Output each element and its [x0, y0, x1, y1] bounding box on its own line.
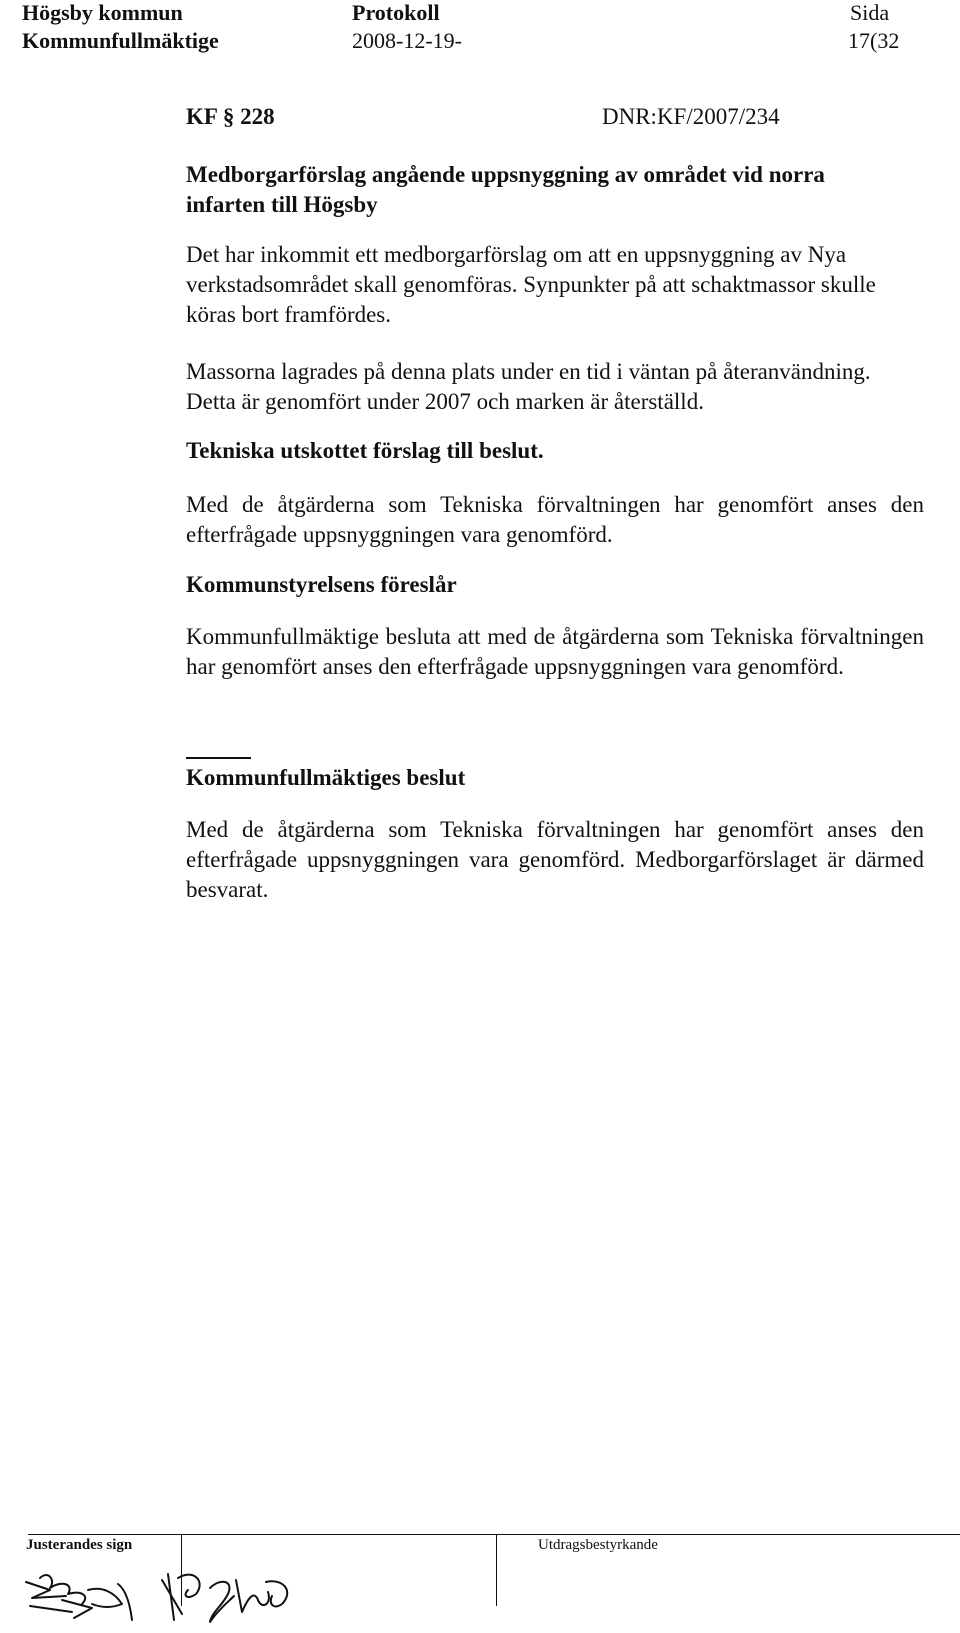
paragraph-3 [186, 490, 924, 550]
footer-utdragsbestyrkande: Utdragsbestyrkande [538, 1537, 658, 1553]
heading-kommunstyrelsen: Kommunstyrelsens föreslår [186, 572, 457, 597]
header-org: Högsby kommun [22, 0, 183, 25]
heading-kommunfullmaktige: Kommunfullmäktiges beslut [186, 765, 466, 790]
header-page-number: 17(32 [848, 28, 900, 53]
paragraph-1-text: Det har inkommit ett medborgarförslag om att en uppsnyggning av Nya verkstadsområdet skall genomföras. Synpunkter på att schaktmassor skulle köras bort framfördes. [186, 242, 876, 327]
paragraph-5-text: Med de åtgärderna som Tekniska förvaltningen har genomfört anses den efterfrågade uppsnyggningen vara genomförd. Medborgarförslaget är därmed besvarat. [186, 817, 924, 902]
heading-tekniska: Tekniska utskottet förslag till beslut. [186, 438, 544, 463]
paragraph-4-text: Kommunfullmäktige besluta att med de åtgärderna som Tekniska förvaltningen har genomfört anses den efterfrågade uppsnyggningen vara genomförd. [186, 624, 924, 679]
separator-rule [186, 757, 251, 759]
paragraph-1 [186, 240, 916, 330]
paragraph-3-text: Med de åtgärderna som Tekniska förvaltningen har genomfört anses den efterfrågade uppsnyggningen vara genomförd. [186, 492, 924, 547]
header-page-label: Sida [850, 0, 890, 25]
header-doc-type: Protokoll [352, 0, 440, 25]
paragraph-2-text: Massorna lagrades på denna plats under en tid i väntan på återanvändning. Detta är genomfört under 2007 och marken är återställd. [186, 359, 871, 414]
footer-justerandes-sign: Justerandes sign [26, 1537, 133, 1553]
footer-rule [28, 1534, 960, 1535]
paragraph-2 [186, 357, 924, 417]
footer-divider-right [496, 1534, 497, 1606]
case-dnr: DNR:KF/2007/234 [602, 104, 780, 129]
title-line-2: infarten till Högsby [186, 192, 378, 217]
case-number: KF § 228 [186, 104, 275, 129]
section-title [186, 160, 924, 220]
handwritten-signature [22, 1560, 302, 1630]
header-date: 2008-12-19- [352, 28, 462, 53]
title-line-1: Medborgarförslag angående uppsnyggning av området vid norra [186, 162, 825, 187]
paragraph-4 [186, 622, 924, 682]
paragraph-5 [186, 815, 924, 905]
header-body: Kommunfullmäktige [22, 28, 219, 53]
